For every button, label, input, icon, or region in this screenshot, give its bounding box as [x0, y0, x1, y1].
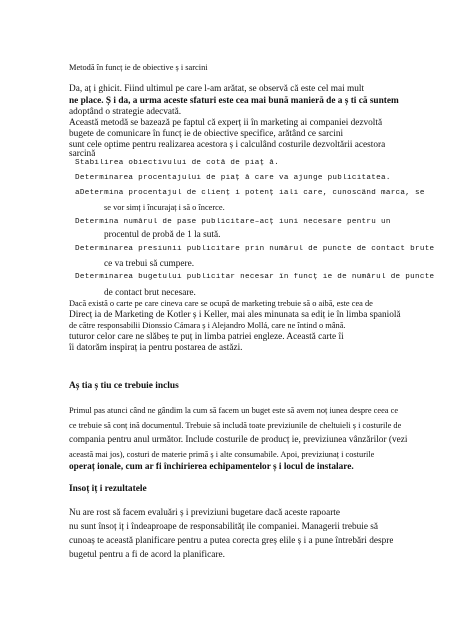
intro-line: sunt cele optime pentru realizarea acestora ș i calculând costurile dezvoltării acestora — [69, 140, 386, 150]
intro-line: bugete de comunicare în funcț ie de obiective specifice, arătând ce sarcini — [69, 129, 344, 139]
book-line: îi datorăm inspiraț ia pentru postarea de astăzi. — [69, 343, 243, 353]
section-line: nu sunt însoț iț i îndeaproape de responsabilităț ile companiei. Managerii trebuie să — [69, 522, 379, 532]
section-line: bugetul pentru a fi de acord la planificare. — [69, 550, 225, 560]
task-line: Determinarea procentajului de piaț ă care va ajunge publicitatea. — [75, 174, 391, 182]
section-heading: Însoț iț i rezultatele — [69, 484, 147, 494]
book-line: Direcț ia de Marketing de Kotler ș i Keller, mai ales minunata sa ediț ie în limba spaniolă — [69, 310, 401, 320]
task-line: procentul de probă de 1 la sută. — [104, 230, 221, 240]
intro-line: Această metodă se bazează pe faptul că experț ii în marketing ai companiei dezvoltă — [69, 118, 383, 128]
task-line: aDetermina procentajul de clienț i potenț iali care, cunoscând marca, se — [75, 189, 425, 197]
intro-line: adoptând o strategie adecvată. — [69, 107, 182, 117]
task-line: ce va trebui să cumpere. — [104, 259, 195, 269]
section-line: operaț ionale, cum ar fi închirierea echipamentelor ș i locul de instalare. — [69, 462, 354, 472]
book-line: tuturor celor care ne slăbeș te puț in limba patriei engleze. Această carte îi — [69, 332, 344, 342]
section-line: această mai jos), costuri de materie primă ș i alte consumabile. Apoi, previziunaț i costurile — [69, 450, 375, 459]
book-line: de către responsabilii Dionssio Cámara ș i Alejandro Mollá, care ne întind o mână. — [69, 321, 346, 330]
page-title: Metodă în funcț ie de obiective ș i sarcini — [69, 63, 208, 72]
intro-line: ne place. Ș i da, a urma aceste sfaturi este cea mai bună manieră de a ș ti că suntem — [69, 96, 399, 106]
task-line: se vor simț i încurajaț i să o încerce. — [104, 203, 225, 212]
section-line: cunoaș te această planificare pentru a putea corecta greș elile ș i a pune întrebări despre — [69, 536, 394, 546]
task-line: Determinarea presiunii publicitare prin numărul de puncte de contact brute — [75, 245, 435, 253]
intro-line: Da, aț i ghicit. Fiind ultimul pe care l-am arătat, se observă că este cel mai mult — [69, 84, 365, 94]
task-line: Determina numărul de pase publicitare–acț iuni necesare pentru un — [75, 218, 391, 226]
intro-line: sarcină — [69, 149, 96, 159]
section-heading: Aș tia ș tiu ce trebuie inclus — [69, 381, 179, 391]
task-line: Determinarea bugetului publicitar necesar în funcț ie de numărul de puncte — [75, 273, 435, 281]
book-line: Dacă există o carte pe care cineva care se ocupă de marketing trebuie să o aibă, este cea de — [69, 299, 373, 308]
section-line: compania pentru anul următor. Include costurile de producț ie, previziunea vânzărilor (vezi — [69, 435, 408, 445]
section-line: ce trebuie să conț ină documentul. Trebuie să includă toate previziunile de cheltuieli ș i costurile de — [69, 421, 402, 430]
section-line: Primul pas atunci când ne gândim la cum să facem un buget este să avem noț iunea despre ceea ce — [69, 406, 399, 415]
section-line: Nu are rost să facem evaluări ș i previziuni bugetare dacă aceste rapoarte — [69, 508, 341, 518]
task-line: Stabilirea obiectivului de cotă de piaț ă. — [75, 159, 279, 167]
task-line: de contact brut necesare. — [104, 288, 196, 298]
